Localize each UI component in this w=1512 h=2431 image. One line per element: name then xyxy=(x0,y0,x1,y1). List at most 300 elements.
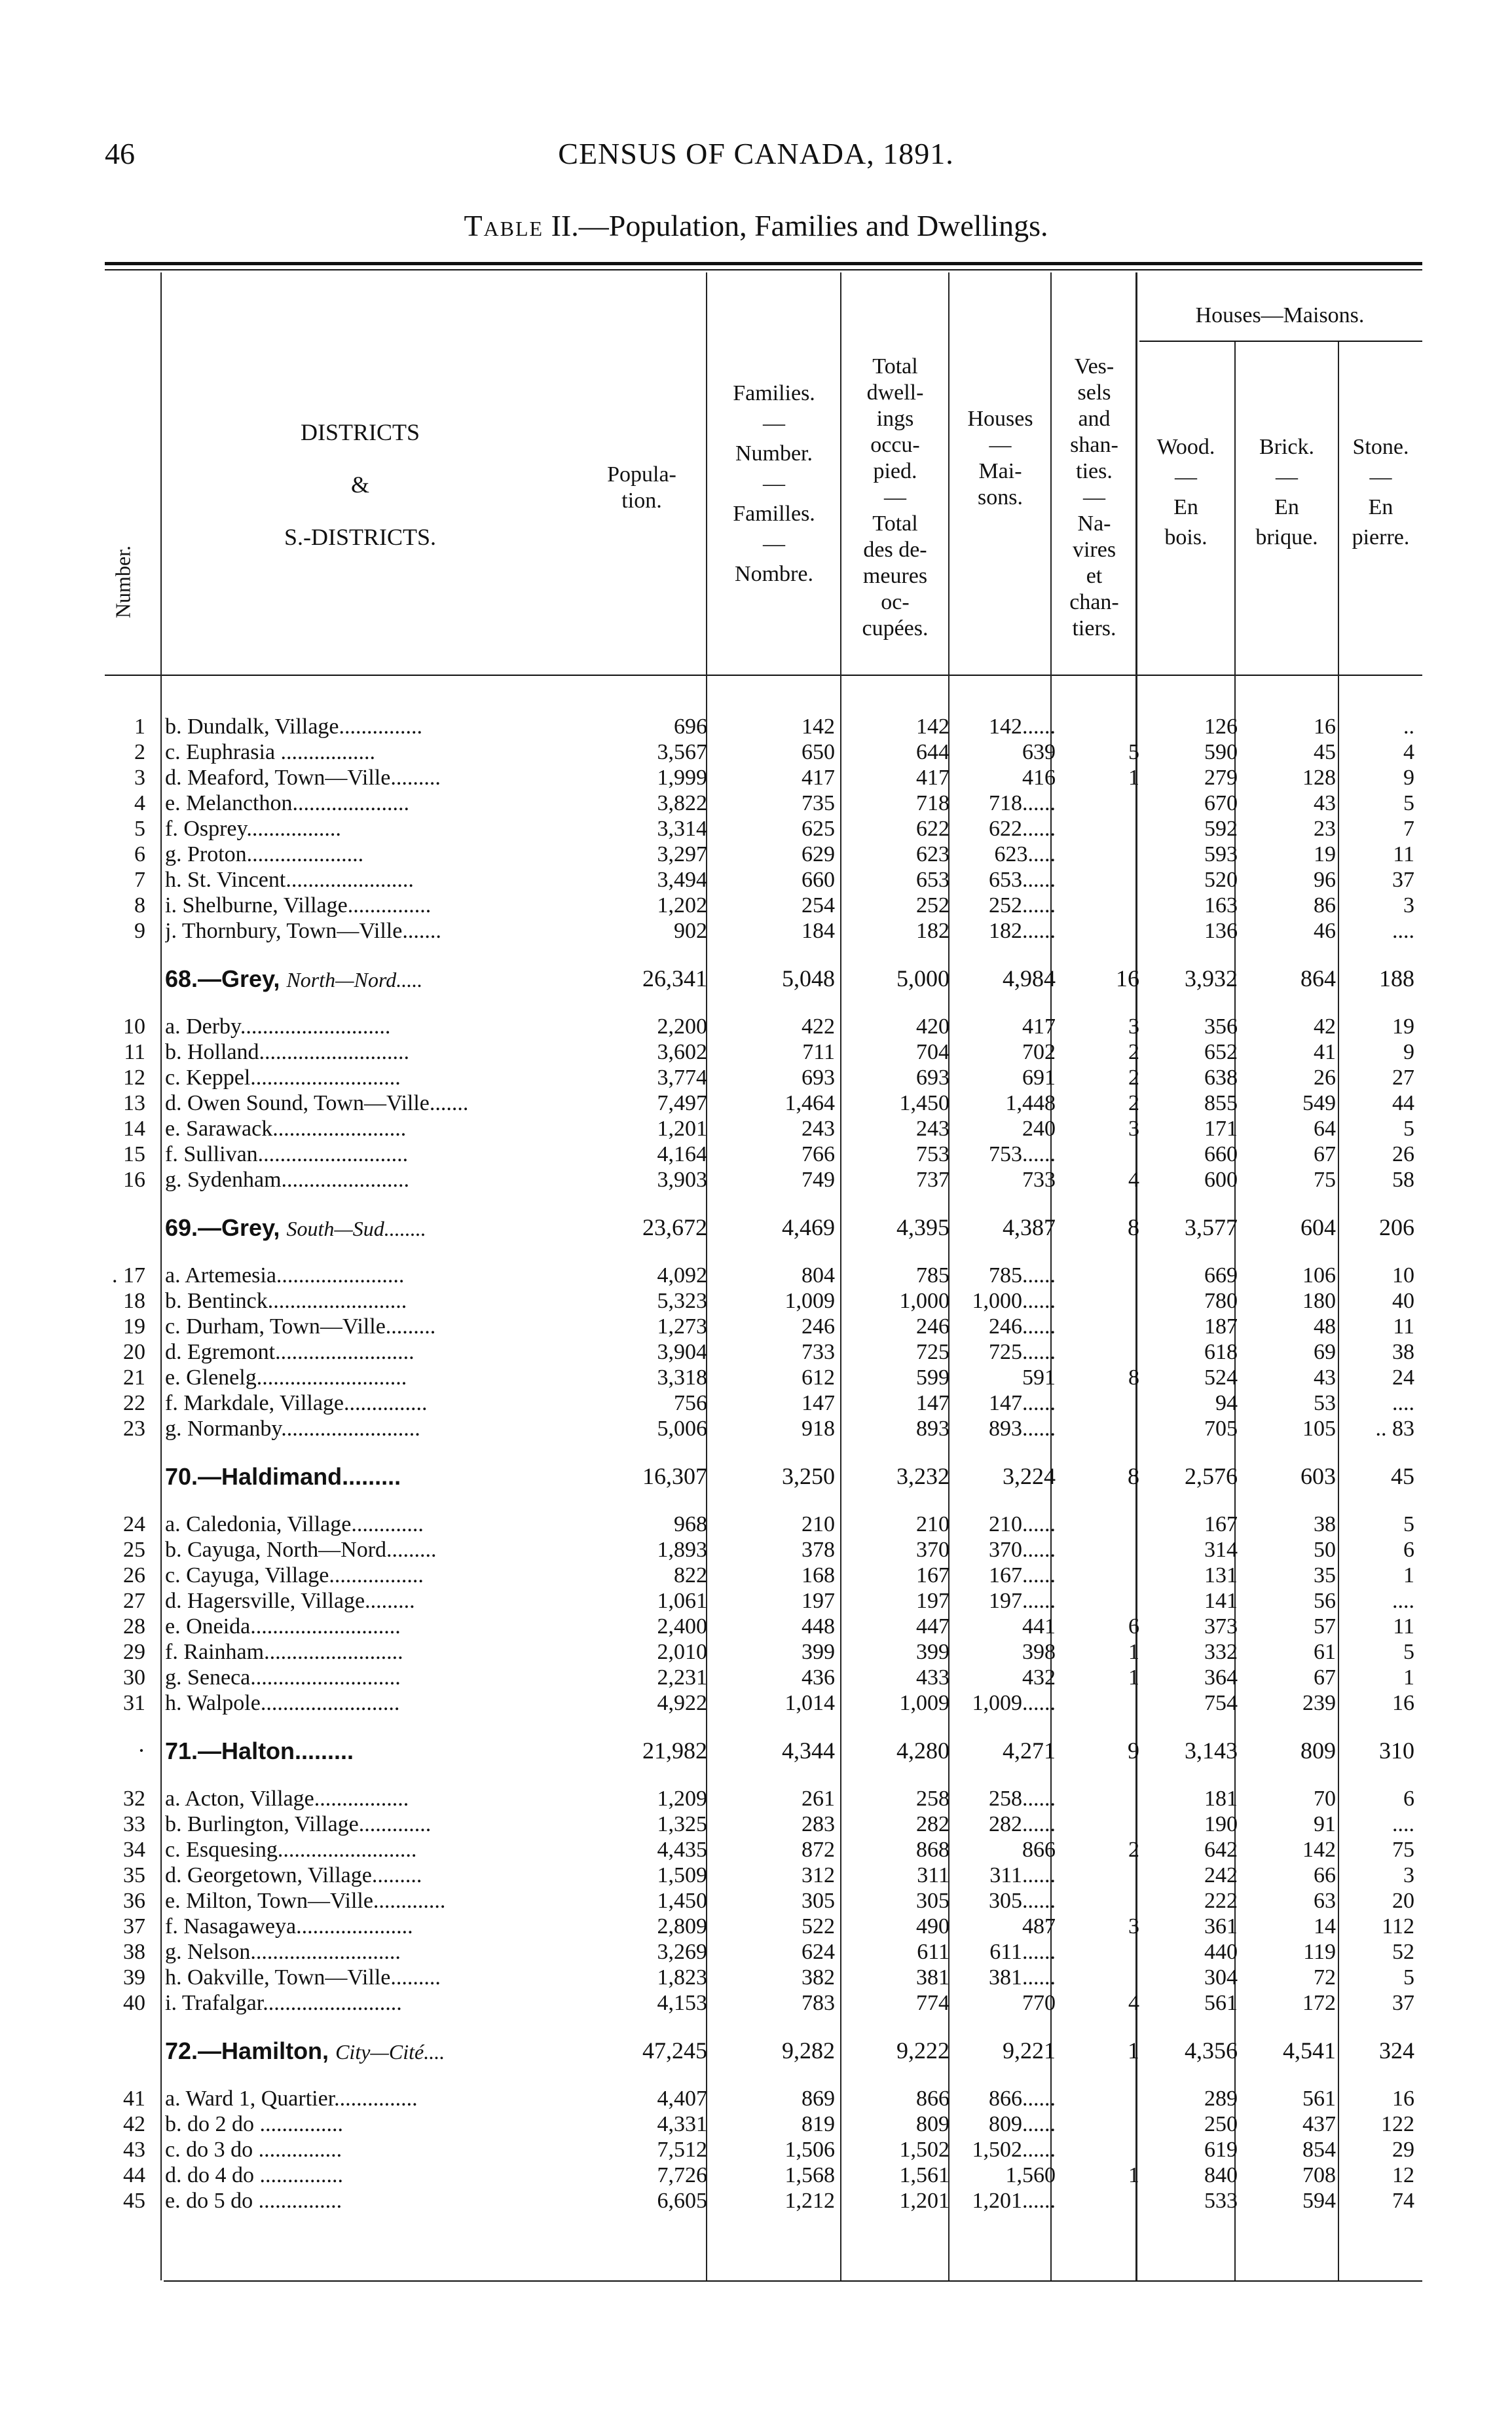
houses-cell: 4,271 xyxy=(1003,1737,1056,1764)
population-cell: 47,245 xyxy=(642,2037,707,2064)
dwellings-cell: 809 xyxy=(916,2112,950,2136)
district-name: g. Sydenham....................... xyxy=(165,1168,410,1192)
houses-cell: 311...... xyxy=(989,1863,1056,1887)
stone-cell: 1 xyxy=(1403,1665,1414,1690)
population-cell: 7,512 xyxy=(657,2138,707,2162)
stone-cell: 52 xyxy=(1392,1940,1414,1964)
wood-cell: 754 xyxy=(1204,1691,1238,1715)
population-cell: 3,318 xyxy=(657,1365,707,1390)
population-cell: 822 xyxy=(674,1563,707,1587)
stone-cell: 16 xyxy=(1392,1691,1414,1715)
row-number: 41 xyxy=(123,2087,145,2111)
table-row xyxy=(0,1416,1512,1441)
dwellings-cell: 653 xyxy=(916,868,950,892)
wood-cell: 618 xyxy=(1204,1340,1238,1364)
brick-cell: 48 xyxy=(1314,1314,1336,1339)
stone-cell: 40 xyxy=(1392,1289,1414,1313)
wood-cell: 373 xyxy=(1204,1614,1238,1639)
families-cell: 733 xyxy=(802,1340,835,1364)
district-name: e. Oneida........................... xyxy=(165,1614,401,1639)
dwellings-cell: 866 xyxy=(916,2087,950,2111)
table-row xyxy=(0,1039,1512,1065)
families-cell: 283 xyxy=(802,1812,835,1836)
houses-cell: 417 xyxy=(1022,1014,1056,1039)
stone-cell: .... xyxy=(1392,1589,1414,1613)
brick-cell: 106 xyxy=(1302,1263,1336,1288)
population-cell: 968 xyxy=(674,1512,707,1536)
families-cell: 624 xyxy=(802,1940,835,1964)
district-name: d. Meaford, Town—Ville......... xyxy=(165,766,441,790)
houses-cell: 210...... xyxy=(989,1512,1056,1536)
stone-cell: 11 xyxy=(1393,1314,1414,1339)
families-cell: 422 xyxy=(802,1014,835,1039)
row-number: 24 xyxy=(123,1512,145,1536)
families-cell: 783 xyxy=(802,1991,835,2015)
wood-cell: 669 xyxy=(1204,1263,1238,1288)
population-cell: 902 xyxy=(674,919,707,943)
dwellings-cell: 774 xyxy=(916,1991,950,2015)
families-header: Families. — Number. — Familles. — Nombre. xyxy=(733,381,815,586)
wood-cell: 356 xyxy=(1204,1014,1238,1039)
population-cell: 1,823 xyxy=(657,1965,707,1990)
table-row xyxy=(0,1914,1512,1939)
families-cell: 9,282 xyxy=(782,2037,835,2064)
table-row xyxy=(0,1365,1512,1390)
brick-cell: 96 xyxy=(1314,868,1336,892)
stone-cell: 5 xyxy=(1403,1965,1414,1990)
wood-cell: 593 xyxy=(1204,842,1238,866)
population-cell: 2,400 xyxy=(657,1614,707,1639)
families-cell: 254 xyxy=(802,893,835,918)
families-cell: 184 xyxy=(802,919,835,943)
dwellings-cell: 1,000 xyxy=(899,1289,950,1313)
wood-cell: 855 xyxy=(1204,1091,1238,1115)
dwellings-cell: 399 xyxy=(916,1640,950,1664)
brick-cell: 46 xyxy=(1314,919,1336,943)
table-row xyxy=(0,1563,1512,1588)
table-title-text: II.—Population, Families and Dwellings. xyxy=(551,209,1048,242)
population-cell: 5,006 xyxy=(657,1417,707,1441)
houses-maisons-header: Houses—Maisons. xyxy=(1195,303,1365,327)
row-number: 43 xyxy=(123,2138,145,2162)
families-cell: 693 xyxy=(802,1066,835,1090)
families-cell: 660 xyxy=(802,868,835,892)
stone-cell: 58 xyxy=(1392,1168,1414,1192)
row-number: 28 xyxy=(123,1614,145,1639)
wood-header: Wood. — En bois. xyxy=(1156,435,1215,549)
wood-cell: 533 xyxy=(1204,2189,1238,2213)
dwellings-cell: 1,502 xyxy=(899,2138,950,2162)
houses-cell: 733 xyxy=(1022,1168,1056,1192)
dwellings-cell: 1,009 xyxy=(899,1691,950,1715)
wood-cell: 780 xyxy=(1204,1289,1238,1313)
top-rule-thin xyxy=(105,269,1422,270)
stone-cell: 7 xyxy=(1403,817,1414,841)
table-row xyxy=(0,1288,1512,1314)
row-number: 27 xyxy=(123,1589,145,1613)
district-name: 71.—Halton......... xyxy=(165,1738,354,1764)
brick-cell: 67 xyxy=(1314,1665,1336,1690)
houses-cell: 1,009...... xyxy=(972,1691,1056,1715)
table-row xyxy=(0,893,1512,918)
brick-cell: 119 xyxy=(1303,1940,1336,1964)
families-cell: 629 xyxy=(802,842,835,866)
dwellings-cell: 9,222 xyxy=(896,2037,950,2064)
district-name: h. Oakville, Town—Ville......... xyxy=(165,1965,441,1990)
families-cell: 711 xyxy=(802,1040,835,1064)
stone-cell: 5 xyxy=(1403,1512,1414,1536)
wood-cell: 652 xyxy=(1204,1040,1238,1064)
dwellings-cell: 282 xyxy=(916,1812,950,1836)
dwellings-cell: 417 xyxy=(916,766,950,790)
wood-cell: 520 xyxy=(1204,868,1238,892)
houses-cell: 197...... xyxy=(989,1589,1056,1613)
houses-cell: 725...... xyxy=(989,1340,1056,1364)
vessels-cell: 6 xyxy=(1128,1614,1139,1639)
stone-cell: 37 xyxy=(1392,868,1414,892)
brick-cell: 708 xyxy=(1302,2163,1336,2187)
district-total-row xyxy=(0,1215,1512,1240)
brick-cell: 864 xyxy=(1300,965,1336,992)
population-cell: 1,273 xyxy=(657,1314,707,1339)
stone-cell: 5 xyxy=(1403,1117,1414,1141)
population-cell: 3,904 xyxy=(657,1340,707,1364)
families-cell: 918 xyxy=(802,1417,835,1441)
brick-cell: 809 xyxy=(1300,1737,1336,1764)
houses-cell: 370...... xyxy=(989,1538,1056,1562)
houses-cell: 591 xyxy=(1022,1365,1056,1390)
vessels-cell: 4 xyxy=(1128,1168,1139,1192)
population-cell: 16,307 xyxy=(642,1463,707,1489)
row-number: 3 xyxy=(134,766,145,790)
district-name: 72.—Hamilton, City—Cité.... xyxy=(165,2038,445,2064)
population-cell: 3,314 xyxy=(657,817,707,841)
wood-cell: 670 xyxy=(1204,791,1238,815)
houses-cell: 4,387 xyxy=(1003,1214,1056,1240)
district-name: b. Burlington, Village............. xyxy=(165,1812,432,1836)
row-number: 36 xyxy=(123,1889,145,1913)
table-row xyxy=(0,714,1512,739)
families-cell: 261 xyxy=(802,1787,835,1811)
houses-cell: 770 xyxy=(1022,1991,1056,2015)
district-name: i. Shelburne, Village............... xyxy=(165,893,432,918)
stone-cell: 26 xyxy=(1392,1142,1414,1166)
population-cell: 3,774 xyxy=(657,1066,707,1090)
wood-cell: 222 xyxy=(1204,1889,1238,1913)
table-row xyxy=(0,1939,1512,1965)
houses-cell: 432 xyxy=(1022,1665,1056,1690)
dwellings-cell: 370 xyxy=(916,1538,950,1562)
row-number: 22 xyxy=(123,1391,145,1415)
population-cell: 3,269 xyxy=(657,1940,707,1964)
row-number: 9 xyxy=(134,919,145,943)
district-name: c. Esquesing......................... xyxy=(165,1838,417,1862)
population-cell: 2,809 xyxy=(657,1914,707,1939)
brick-cell: 91 xyxy=(1314,1812,1336,1836)
vessels-cell: 1 xyxy=(1128,1665,1139,1690)
stone-cell: 19 xyxy=(1392,1014,1414,1039)
stone-cell: .. xyxy=(1403,714,1414,739)
families-cell: 142 xyxy=(802,714,835,739)
stone-cell: .... xyxy=(1392,1391,1414,1415)
stone-cell: 38 xyxy=(1392,1340,1414,1364)
stone-cell: 5 xyxy=(1403,791,1414,815)
population-cell: 4,922 xyxy=(657,1691,707,1715)
brick-cell: 72 xyxy=(1314,1965,1336,1990)
table-row xyxy=(0,1339,1512,1365)
wood-cell: 619 xyxy=(1204,2138,1238,2162)
total-dwellings-header: Total dwell- ings occu- pied. — Total des de- meures oc- cupées. xyxy=(862,354,929,640)
families-cell: 1,009 xyxy=(784,1289,835,1313)
header-bottom-rule xyxy=(105,675,1422,676)
dwellings-cell: 704 xyxy=(916,1040,950,1064)
dwellings-cell: 644 xyxy=(916,740,950,764)
population-cell: 3,602 xyxy=(657,1040,707,1064)
wood-cell: 126 xyxy=(1204,714,1238,739)
dwellings-cell: 611 xyxy=(917,1940,950,1964)
dwellings-cell: 1,450 xyxy=(899,1091,950,1115)
brick-cell: 86 xyxy=(1314,893,1336,918)
population-cell: 4,407 xyxy=(657,2087,707,2111)
brick-cell: 43 xyxy=(1314,791,1336,815)
dwellings-cell: 1,201 xyxy=(899,2189,950,2213)
district-name: h. St. Vincent....................... xyxy=(165,868,414,892)
vessels-cell: 2 xyxy=(1128,1040,1139,1064)
district-name: j. Thornbury, Town—Ville....... xyxy=(165,919,441,943)
wood-cell: 600 xyxy=(1204,1168,1238,1192)
row-number: 45 xyxy=(123,2189,145,2213)
vessels-cell: 8 xyxy=(1128,1214,1139,1240)
population-cell: 2,200 xyxy=(657,1014,707,1039)
population-cell: 756 xyxy=(674,1391,707,1415)
row-number: 23 xyxy=(123,1417,145,1441)
wood-cell: 361 xyxy=(1204,1914,1238,1939)
brick-cell: 69 xyxy=(1314,1340,1336,1364)
houses-cell: 623..... xyxy=(994,842,1056,866)
top-rule-thick xyxy=(105,262,1422,265)
district-name: d. Egremont......................... xyxy=(165,1340,415,1364)
families-cell: 382 xyxy=(802,1965,835,1990)
row-number: 44 xyxy=(123,2163,145,2187)
row-number: 21 xyxy=(123,1365,145,1390)
table-row xyxy=(0,1811,1512,1837)
stone-cell: 6 xyxy=(1403,1787,1414,1811)
families-cell: 1,568 xyxy=(784,2163,835,2187)
wood-cell: 187 xyxy=(1204,1314,1238,1339)
wood-cell: 660 xyxy=(1204,1142,1238,1166)
houses-cell: 809...... xyxy=(989,2112,1056,2136)
population-cell: 4,164 xyxy=(657,1142,707,1166)
wood-cell: 171 xyxy=(1204,1117,1238,1141)
population-cell: 696 xyxy=(674,714,707,739)
stone-cell: 310 xyxy=(1379,1737,1414,1764)
dwellings-cell: 246 xyxy=(916,1314,950,1339)
dwellings-cell: 252 xyxy=(916,893,950,918)
wood-cell: 141 xyxy=(1204,1589,1238,1613)
table-row xyxy=(0,1786,1512,1811)
district-name: g. Nelson........................... xyxy=(165,1940,401,1964)
district-name: f. Nasagaweya..................... xyxy=(165,1914,413,1939)
row-number: 18 xyxy=(123,1289,145,1313)
stone-cell: 74 xyxy=(1392,2189,1414,2213)
stone-cell: 11 xyxy=(1393,1614,1414,1639)
row-number: 40 xyxy=(123,1991,145,2015)
population-cell: 1,450 xyxy=(657,1889,707,1913)
district-name: e. Milton, Town—Ville............. xyxy=(165,1889,446,1913)
row-number: 39 xyxy=(123,1965,145,1990)
table-row xyxy=(0,1141,1512,1167)
stone-cell: 37 xyxy=(1392,1991,1414,2015)
table-row xyxy=(0,765,1512,790)
brick-cell: 604 xyxy=(1300,1214,1336,1240)
population-cell: 7,726 xyxy=(657,2163,707,2187)
row-number: 7 xyxy=(134,868,145,892)
district-name: d. Hagersville, Village......... xyxy=(165,1589,415,1613)
stone-cell: 1 xyxy=(1403,1563,1414,1587)
houses-header: Houses — Mai- sons. xyxy=(967,407,1033,510)
houses-cell: 416 xyxy=(1022,766,1056,790)
table-row xyxy=(0,1090,1512,1116)
families-cell: 5,048 xyxy=(782,965,835,992)
dwellings-cell: 447 xyxy=(916,1614,950,1639)
wood-cell: 3,143 xyxy=(1185,1737,1238,1764)
dwellings-cell: 868 xyxy=(916,1838,950,1862)
dwellings-cell: 305 xyxy=(916,1889,950,1913)
vessels-cell: 1 xyxy=(1128,2163,1139,2187)
wood-cell: 136 xyxy=(1204,919,1238,943)
population-cell: 4,153 xyxy=(657,1991,707,2015)
brick-cell: 603 xyxy=(1300,1463,1336,1489)
brick-cell: 42 xyxy=(1314,1014,1336,1039)
houses-cell: 240 xyxy=(1022,1117,1056,1141)
brick-cell: 26 xyxy=(1314,1066,1336,1090)
district-name: b. Cayuga, North—Nord......... xyxy=(165,1538,437,1562)
houses-cell: 639 xyxy=(1022,740,1056,764)
families-cell: 448 xyxy=(802,1614,835,1639)
brick-cell: 70 xyxy=(1314,1787,1336,1811)
brick-cell: 142 xyxy=(1302,1838,1336,1862)
dwellings-cell: 433 xyxy=(916,1665,950,1690)
stone-cell: 20 xyxy=(1392,1889,1414,1913)
district-name: c. Durham, Town—Ville......... xyxy=(165,1314,436,1339)
vessels-cell: 1 xyxy=(1128,2037,1139,2064)
wood-cell: 4,356 xyxy=(1185,2037,1238,2064)
table-row xyxy=(0,867,1512,893)
district-name: e. Melancthon..................... xyxy=(165,791,409,815)
vessels-cell: 2 xyxy=(1128,1838,1139,1862)
vessels-cell: 8 xyxy=(1128,1463,1139,1489)
table-row xyxy=(0,1965,1512,1990)
houses-cell: 691 xyxy=(1022,1066,1056,1090)
dwellings-cell: 725 xyxy=(916,1340,950,1364)
table-row xyxy=(0,842,1512,867)
houses-cell: 142...... xyxy=(989,714,1056,739)
table-row xyxy=(0,1065,1512,1090)
brick-cell: 437 xyxy=(1302,2112,1336,2136)
wood-cell: 190 xyxy=(1204,1812,1238,1836)
vessels-cell: 4 xyxy=(1128,1991,1139,2015)
table-row xyxy=(0,2162,1512,2188)
families-cell: 1,212 xyxy=(784,2189,835,2213)
row-number: 20 xyxy=(123,1340,145,1364)
houses-cell: 258...... xyxy=(989,1787,1056,1811)
row-number: 25 xyxy=(123,1538,145,1562)
row-number: 13 xyxy=(123,1091,145,1115)
population-cell: 3,903 xyxy=(657,1168,707,1192)
population-cell: 1,325 xyxy=(657,1812,707,1836)
table-row xyxy=(0,1863,1512,1888)
families-cell: 1,464 xyxy=(784,1091,835,1115)
vessels-header: Ves- sels and shan- ties. — Na- vires et chan- tiers. xyxy=(1069,354,1119,640)
houses-cell: 487 xyxy=(1022,1914,1056,1939)
stone-cell: 27 xyxy=(1392,1066,1414,1090)
row-number: 10 xyxy=(123,1014,145,1039)
district-name: g. Seneca........................... xyxy=(165,1665,401,1690)
district-name: f. Rainham......................... xyxy=(165,1640,403,1664)
dwellings-cell: 142 xyxy=(916,714,950,739)
houses-cell: 441 xyxy=(1022,1614,1056,1639)
dwellings-cell: 599 xyxy=(916,1365,950,1390)
population-cell: 5,323 xyxy=(657,1289,707,1313)
table-row xyxy=(0,1837,1512,1863)
families-cell: 872 xyxy=(802,1838,835,1862)
row-number: 38 xyxy=(123,1940,145,1964)
brick-cell: 61 xyxy=(1314,1640,1336,1664)
population-cell: 1,061 xyxy=(657,1589,707,1613)
houses-cell: 252...... xyxy=(989,893,1056,918)
stone-cell: .... xyxy=(1392,1812,1414,1836)
families-cell: 735 xyxy=(802,791,835,815)
houses-cell: 785...... xyxy=(989,1263,1056,1288)
table-row xyxy=(0,1537,1512,1563)
brick-cell: 43 xyxy=(1314,1365,1336,1390)
district-name: d. do 4 do ............... xyxy=(165,2163,343,2187)
houses-cell: 182...... xyxy=(989,919,1056,943)
table-row xyxy=(0,1888,1512,1914)
brick-cell: 75 xyxy=(1314,1168,1336,1192)
row-number: 32 xyxy=(123,1787,145,1811)
table-row xyxy=(0,1512,1512,1537)
row-number: 1 xyxy=(134,714,145,739)
table-row xyxy=(0,790,1512,816)
brick-cell: 53 xyxy=(1314,1391,1336,1415)
stone-cell: 75 xyxy=(1392,1838,1414,1862)
district-name: d. Owen Sound, Town—Ville....... xyxy=(165,1091,469,1115)
table-row xyxy=(0,1263,1512,1288)
table-row xyxy=(0,1614,1512,1639)
brick-cell: 66 xyxy=(1314,1863,1336,1887)
stone-cell: 3 xyxy=(1403,893,1414,918)
district-name: c. Keppel........................... xyxy=(165,1066,401,1090)
row-number: 35 xyxy=(123,1863,145,1887)
houses-cell: 147...... xyxy=(989,1391,1056,1415)
table-row xyxy=(0,1665,1512,1690)
brick-cell: 128 xyxy=(1302,766,1336,790)
vessels-cell: 2 xyxy=(1128,1091,1139,1115)
dwellings-cell: 785 xyxy=(916,1263,950,1288)
wood-cell: 840 xyxy=(1204,2163,1238,2187)
population-cell: 26,341 xyxy=(642,965,707,992)
wood-cell: 181 xyxy=(1204,1787,1238,1811)
brick-cell: 41 xyxy=(1314,1040,1336,1064)
families-cell: 305 xyxy=(802,1889,835,1913)
vessels-cell: 8 xyxy=(1128,1365,1139,1390)
population-cell: 3,567 xyxy=(657,740,707,764)
stone-cell: 10 xyxy=(1392,1263,1414,1288)
table-row xyxy=(0,1390,1512,1416)
table-row xyxy=(0,2137,1512,2162)
table-row xyxy=(0,1314,1512,1339)
